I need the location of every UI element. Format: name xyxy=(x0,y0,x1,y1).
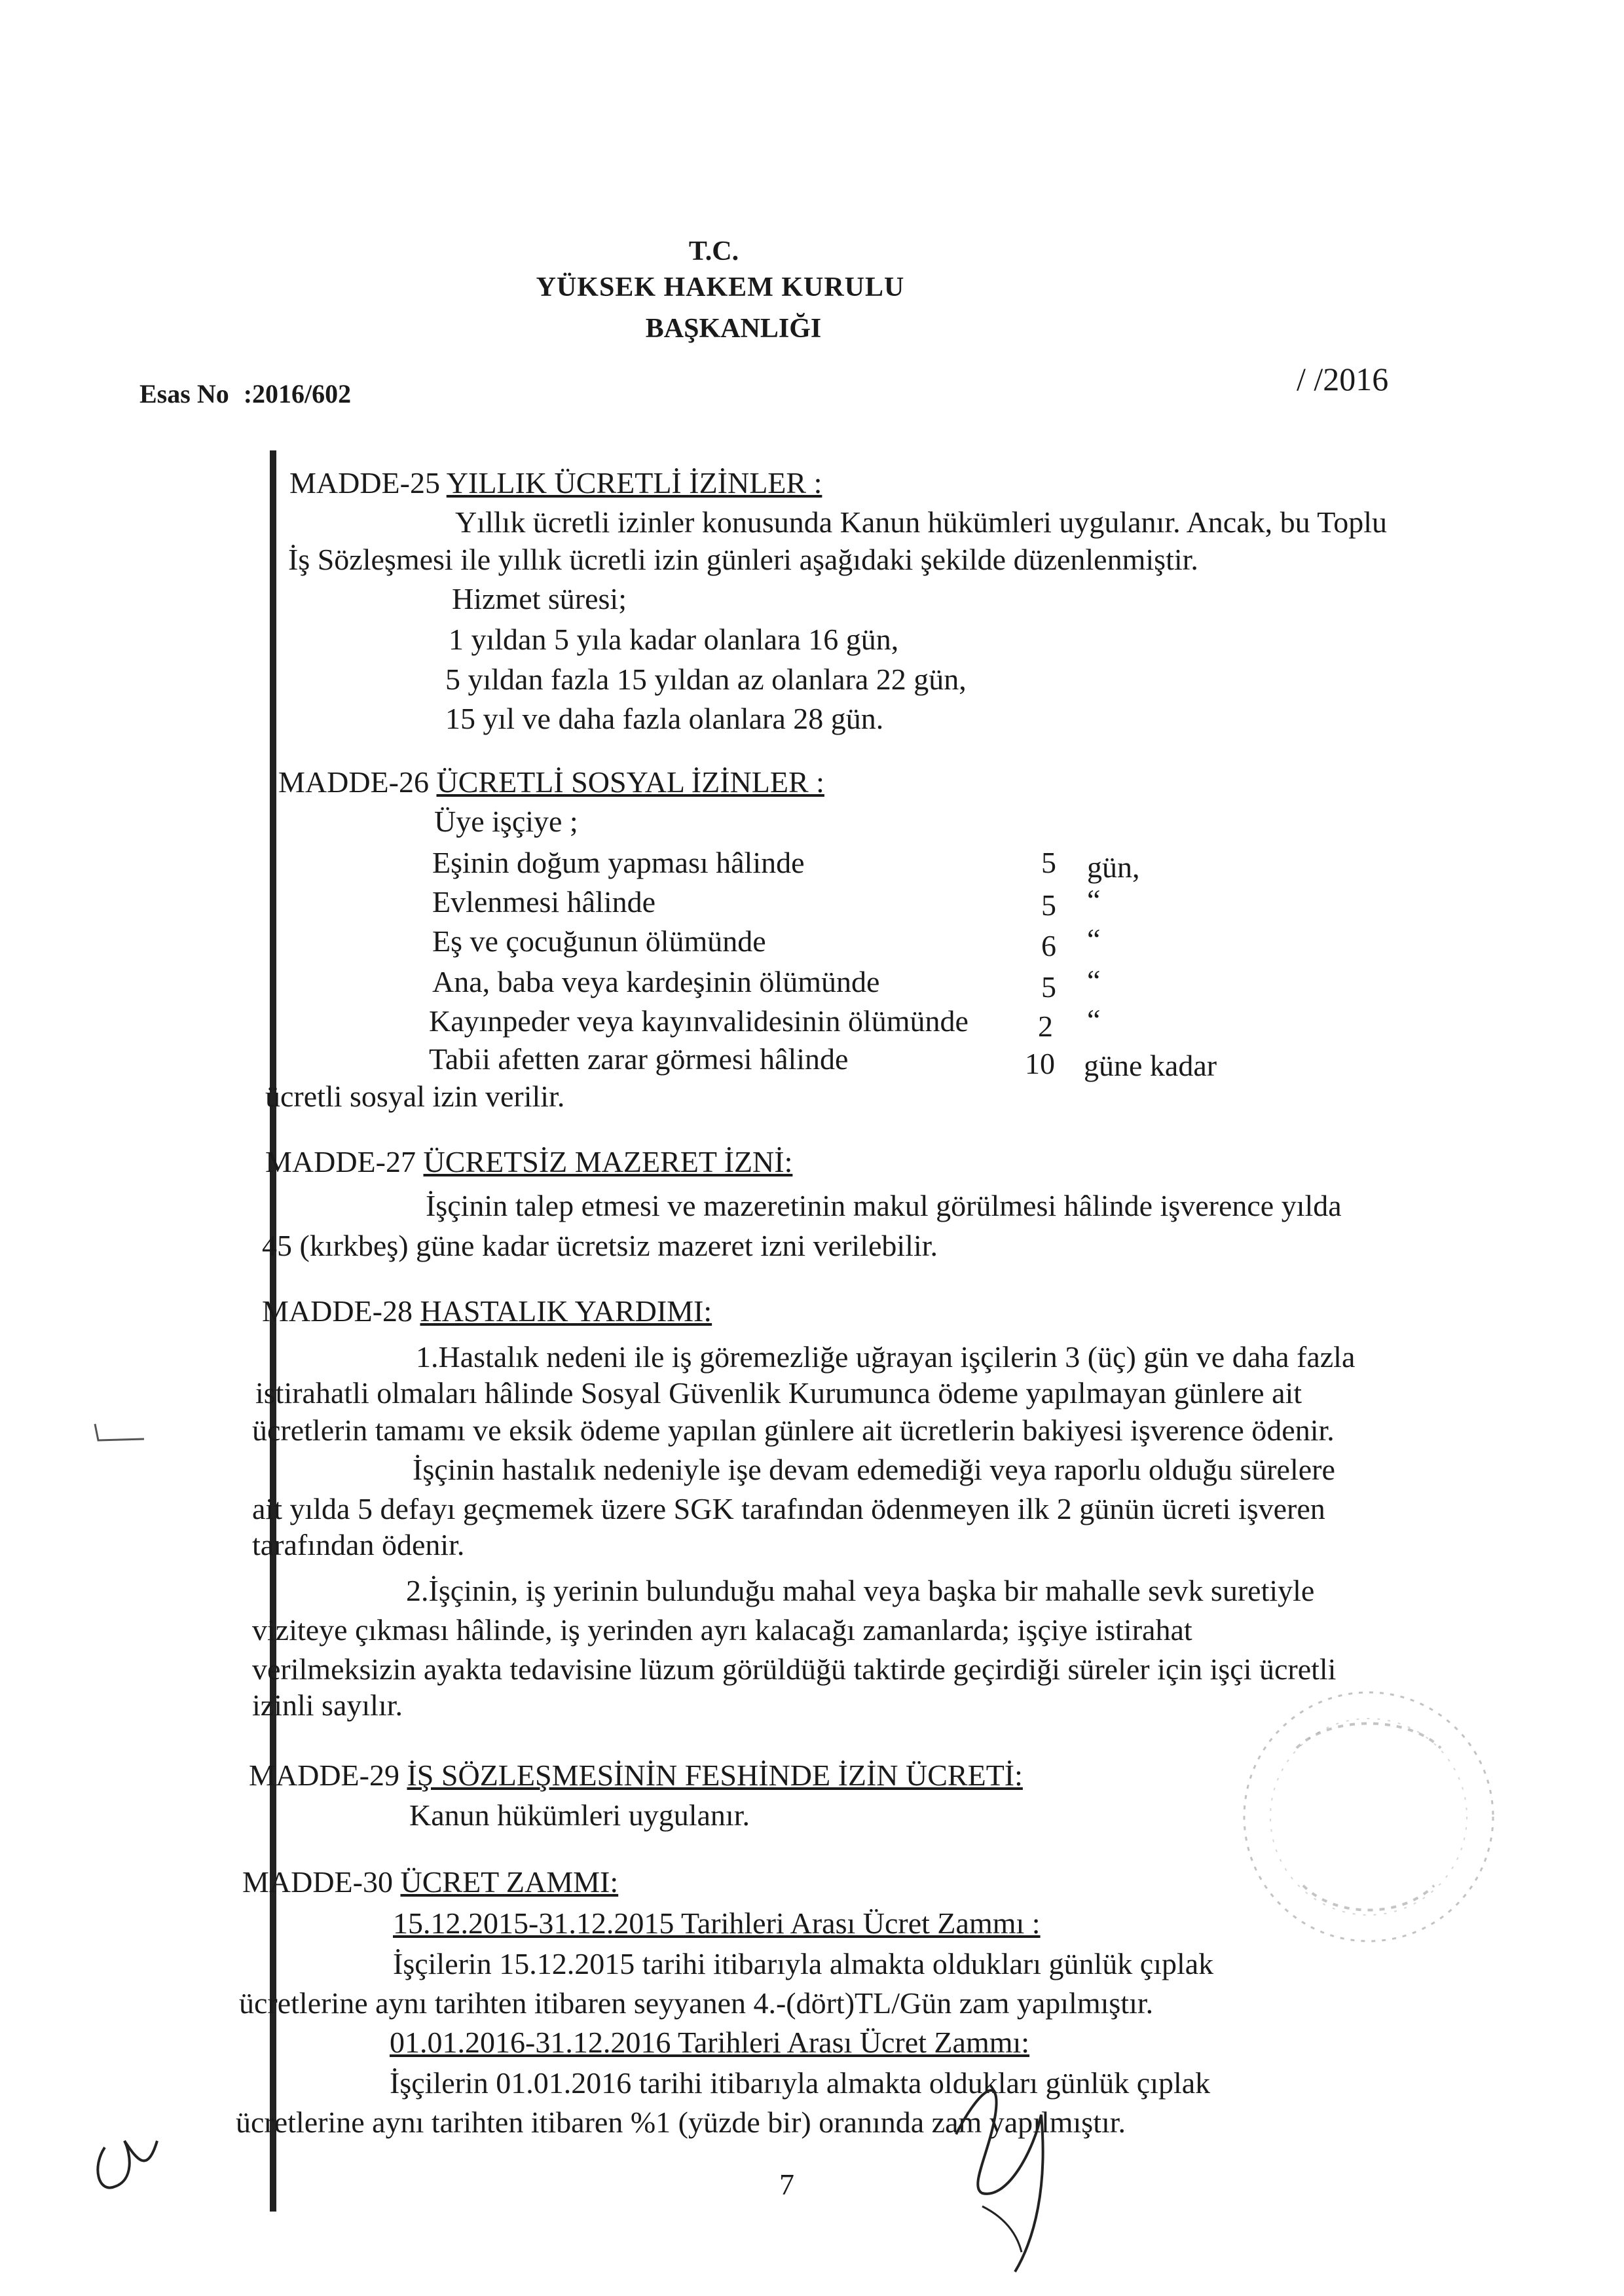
article-28-text-c1: 2.İşçinin, iş yerinin bulunduğu mahal veya başka bir mahalle sevk suretiyle xyxy=(406,1574,1315,1607)
leave-row-days: 10 xyxy=(1025,1047,1055,1080)
leave-row-unit: “ xyxy=(1087,964,1101,997)
document-date: / /2016 xyxy=(1297,361,1389,397)
leave-row-unit: “ xyxy=(1087,922,1101,956)
article-25-line-4: 15 yıl ve daha fazla olanlara 28 gün. xyxy=(445,702,884,735)
article-29-title: İŞ SÖZLEŞMESİNİN FESHİNDE İZİN ÜCRETİ: xyxy=(407,1758,1023,1792)
article-26-number: MADDE-26 xyxy=(278,765,429,799)
article-27-heading xyxy=(265,1142,792,1182)
case-number-value: :2016/602 xyxy=(243,379,352,409)
margin-tick-mark xyxy=(92,1421,151,1447)
article-26-title: ÜCRETLİ SOSYAL İZİNLER : xyxy=(436,765,824,799)
leave-row-days: 5 xyxy=(1041,846,1056,879)
leave-row-label: Tabii afetten zarar görmesi hâlinde xyxy=(429,1042,849,1076)
article-25-text-2: İş Sözleşmesi ile yıllık ücretli izin günleri aşağıdaki şekilde düzenlenmiştir. xyxy=(288,543,1198,576)
article-28-text-b2: ait yılda 5 defayı geçmemek üzere SGK tarafından ödenmeyen ilk 2 günün ücreti işveren xyxy=(252,1492,1325,1525)
article-28-text-a2: istirahatli olmaları hâlinde Sosyal Güvenlik Kurumunca ödeme yapılmayan günlere ait xyxy=(255,1376,1302,1410)
article-28-text-a3: ücretlerin tamamı ve eksik ödeme yapılan günlere ait ücretlerin bakiyesi işverence ödenir. xyxy=(252,1413,1335,1447)
article-30-title: ÜCRET ZAMMI: xyxy=(400,1865,619,1899)
page-number: 7 xyxy=(779,2168,794,2201)
article-25-line-1: Hizmet süresi; xyxy=(452,582,627,615)
article-26-intro: Üye işçiye ; xyxy=(434,805,578,838)
article-27-text-2: 45 (kırkbeş) güne kadar ücretsiz mazeret izni verilebilir. xyxy=(262,1229,938,1262)
leave-row-unit: güne kadar xyxy=(1084,1049,1217,1082)
article-25-line-3: 5 yıldan fazla 15 yıldan az olanlara 22 gün, xyxy=(445,663,967,696)
article-30-heading xyxy=(242,1863,618,1902)
leave-row-unit: gün, xyxy=(1087,850,1140,884)
article-28-text-a1: 1.Hastalık nedeni ile iş göremezliğe uğrayan işçilerin 3 (üç) gün ve daha fazla xyxy=(416,1340,1356,1374)
article-25-heading xyxy=(289,464,822,503)
article-29-text: Kanun hükümleri uygulanır. xyxy=(409,1798,750,1832)
leave-row-days: 5 xyxy=(1041,970,1056,1004)
leave-row-label: Ana, baba veya kardeşinin ölümünde xyxy=(432,965,880,998)
article-28-title: HASTALIK YARDIMI: xyxy=(420,1294,712,1328)
leave-row-label: Eş ve çocuğunun ölümünde xyxy=(432,924,766,958)
leave-row-days: 2 xyxy=(1038,1010,1053,1043)
leave-row-unit: “ xyxy=(1087,883,1101,917)
leave-row-days: 6 xyxy=(1041,929,1056,962)
leave-row-label: Kayınpeder veya kayınvalidesinin ölümünde xyxy=(429,1004,969,1038)
article-27-text-1: İşçinin talep etmesi ve mazeretinin makul görülmesi hâlinde işverence yılda xyxy=(426,1189,1342,1222)
article-29-heading xyxy=(249,1756,1023,1795)
header-tc: T.C. xyxy=(688,236,739,266)
article-30-text-1b: ücretlerine aynı tarihten itibaren seyyanen 4.-(dört)TL/Gün zam yapılmıştır. xyxy=(239,1986,1154,2020)
article-28-number: MADDE-28 xyxy=(262,1294,413,1328)
leave-row-days: 5 xyxy=(1041,888,1056,922)
article-30-number: MADDE-30 xyxy=(242,1865,393,1899)
article-28-text-c4: izinli sayılır. xyxy=(252,1688,403,1722)
article-25-text-1: Yıllık ücretli izinler konusunda Kanun hükümleri uygulanır. Ancak, bu Toplu xyxy=(455,505,1387,539)
signature-mark xyxy=(943,2056,1074,2278)
article-30-text-2b: ücretlerine aynı tarihten itibaren %1 (yüzde bir) oranında zam yapılmıştır. xyxy=(236,2105,1126,2139)
header-presidency: BAŞKANLIĞI xyxy=(645,314,822,344)
article-28-text-b1: İşçinin hastalık nedeniyle işe devam edemediği veya raporlu olduğu sürelere xyxy=(413,1453,1335,1486)
article-27-number: MADDE-27 xyxy=(265,1145,416,1178)
article-27-title: ÜCRETSİZ MAZERET İZNİ: xyxy=(423,1145,793,1178)
article-25-line-2: 1 yıldan 5 yıla kadar olanlara 16 gün, xyxy=(449,623,899,656)
case-number-label: Esas No xyxy=(139,379,229,409)
initial-mark xyxy=(85,2115,177,2206)
article-26-closing: ücretli sosyal izin verilir. xyxy=(265,1080,565,1113)
article-28-text-c2: viziteye çıkması hâlinde, iş yerinden ayrı kalacağı zamanlarda; işçiye istirahat xyxy=(252,1613,1192,1647)
leave-row-label: Eşinin doğum yapması hâlinde xyxy=(432,846,805,879)
official-stamp xyxy=(1231,1676,1506,1958)
article-28-text-c3: verilmeksizin ayakta tedavisine lüzum görüldüğü taktirde geçirdiği süreler için işçi ücretli xyxy=(252,1652,1337,1686)
article-30-text-2a: İşçilerin 01.01.2016 tarihi itibarıyla almakta oldukları günlük çıplak xyxy=(390,2066,1211,2100)
case-number xyxy=(139,378,351,409)
article-28-heading xyxy=(262,1292,712,1331)
article-30-text-1a: İşçilerin 15.12.2015 tarihi itibarıyla almakta oldukları günlük çıplak xyxy=(393,1947,1214,1980)
leave-row-label: Evlenmesi hâlinde xyxy=(432,885,656,919)
article-26-heading xyxy=(278,763,824,802)
article-25-title: YILLIK ÜCRETLİ İZİNLER : xyxy=(446,466,822,500)
article-30-subtitle-2: 01.01.2016-31.12.2016 Tarihleri Arası Ücret Zammı: xyxy=(390,2026,1030,2059)
leave-row-unit: “ xyxy=(1087,1003,1101,1036)
article-28-text-b3: tarafından ödenir. xyxy=(252,1528,465,1561)
header-institution: YÜKSEK HAKEM KURULU xyxy=(536,272,905,302)
article-29-number: MADDE-29 xyxy=(249,1758,399,1792)
article-30-subtitle-1: 15.12.2015-31.12.2015 Tarihleri Arası Ücret Zammı : xyxy=(393,1906,1041,1940)
article-25-number: MADDE-25 xyxy=(289,466,440,500)
margin-line xyxy=(270,450,276,2212)
